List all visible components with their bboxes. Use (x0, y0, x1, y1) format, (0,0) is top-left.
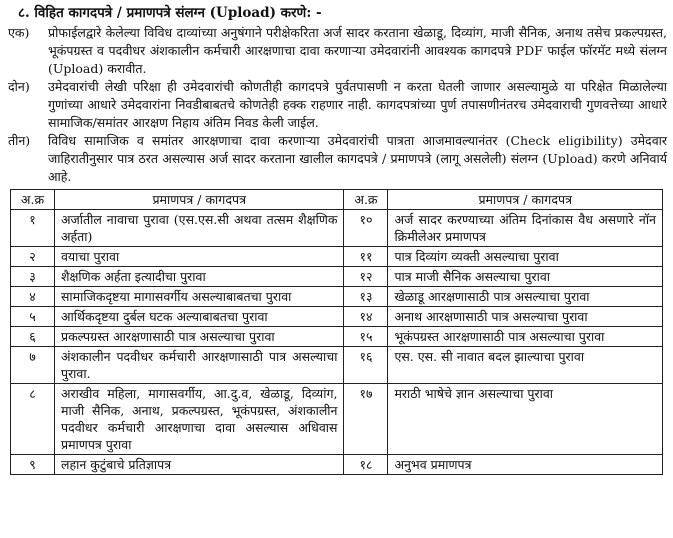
paragraph-text: उमेदवारांची लेखी परिक्षा ही उमेदवारांची कोणतीही कागदपत्रे पुर्वतपासणी न करता घेतली जाणार असल्यामुळे या परिक्षेत मिळालेल्या गुणांच्या आधारे उमेदवारांना निवडीबाबतचे कोणतेही हक्क राहणार नाही. कागदपत्रांच्या पुर्ण तपासणीनंतरच उमेदवाराची गुणवत्तेच्या आधारे सामाजिक/समांतर आरक्षण निहाय अंतिम निवड केली जाईल. (48, 79, 667, 130)
table-row (11, 384, 663, 455)
table-row (11, 455, 663, 475)
serial-cell: ४ (11, 287, 55, 307)
serial-cell: १२ (344, 267, 388, 287)
paragraph-text: विविध सामाजिक व समांतर आरक्षणाचा दावा करणाऱ्या उमेदवारांची पात्रता आजमावल्यानंतर (Check eligibility) उमेदवार जाहिरातीनुसार पात्र ठरत असल्यास अर्ज सादर करताना खालील कागदपत्रे / प्रमाणपत्रे (लागू असलेली) संलग्न (Upload) करणे अनिवार्य आहे. (48, 133, 667, 184)
serial-cell: २ (11, 247, 55, 267)
paragraph-label: तीन) (8, 133, 31, 148)
instruction-paragraph (8, 132, 667, 186)
document-cell: अंशकालीन पदवीधर कर्मचारी आरक्षणासाठी पात्र असल्याचा पुरावा. (54, 347, 344, 384)
document-cell: अनुभव प्रमाणपत्र (388, 455, 663, 475)
section-heading: ८. विहित कागदपत्रे / प्रमाणपत्रे संलग्न (Upload) करणे: - (18, 5, 322, 21)
document-cell: एस. एस. सी नावात बदल झाल्याचा पुरावा (388, 347, 663, 384)
col-header-serial-1: अ.क्र (11, 190, 55, 210)
serial-cell: ७ (11, 347, 55, 384)
serial-cell: १८ (344, 455, 388, 475)
instruction-paragraph (8, 78, 667, 132)
serial-cell: ९ (11, 455, 55, 475)
serial-cell: १० (344, 210, 388, 247)
document-cell: भूकंपग्रस्त आरक्षणासाठी पात्र असल्याचा पुरावा (388, 327, 663, 347)
serial-cell: १७ (344, 384, 388, 455)
document-cell: पात्र माजी सैनिक असल्याचा पुरावा (388, 267, 663, 287)
table-row (11, 267, 663, 287)
document-cell: मराठी भाषेचे ज्ञान असल्याचा पुरावा (388, 384, 663, 455)
serial-cell: १४ (344, 307, 388, 327)
table-row (11, 287, 663, 307)
serial-cell: १३ (344, 287, 388, 307)
document-cell: वयाचा पुरावा (54, 247, 344, 267)
serial-cell: ५ (11, 307, 55, 327)
serial-cell: ८ (11, 384, 55, 455)
table-row (11, 307, 663, 327)
document-cell: पात्र दिव्यांग व्यक्ती असल्याचा पुरावा (388, 247, 663, 267)
document-cell: अनाथ आरक्षणासाठी पात्र असल्याचा पुरावा (388, 307, 663, 327)
document-cell: आर्थिकदृष्टया दुर्बल घटक अल्याबाबतचा पुरावा (54, 307, 344, 327)
document-cell: सामाजिकदृष्टया मागासवर्गीय असल्याबाबतचा पुरावा (54, 287, 344, 307)
document-cell: खेळाडू आरक्षणासाठी पात्र असल्याचा पुरावा (388, 287, 663, 307)
document-cell: अराखीव महिला, मागासवर्गीय, आ.दु.व, खेळाडू, दिव्यांग, माजी सैनिक, अनाथ, प्रकल्पग्रस्त, भूकंपग्रस्त, अंशकालीन पदवीधर कर्मचारी आरक्षणाचा दावा असल्यास अधिवास प्रमाणपत्र पुरावा (54, 384, 344, 455)
document-cell: अर्जातील नावाचा पुरावा (एस.एस.सी अथवा तत्सम शैक्षणिक अर्हता) (54, 210, 344, 247)
table-row (11, 210, 663, 247)
serial-cell: १६ (344, 347, 388, 384)
serial-cell: १ (11, 210, 55, 247)
table-row (11, 247, 663, 267)
paragraph-label: एक) (8, 25, 30, 40)
document-cell: प्रकल्पग्रस्त आरक्षणासाठी पात्र असल्याचा पुरावा (54, 327, 344, 347)
paragraph-label: दोन) (8, 79, 30, 94)
table-row (11, 347, 663, 384)
col-header-document-1: प्रमाणपत्र / कागदपत्र (54, 190, 344, 210)
col-header-document-2: प्रमाणपत्र / कागदपत्र (388, 190, 663, 210)
document-cell: शैक्षणिक अर्हता इत्यादीचा पुरावा (54, 267, 344, 287)
serial-cell: ६ (11, 327, 55, 347)
paragraph-text: प्रोफाईलद्वारे केलेल्या विविध दाव्यांच्या अनुषंगाने परीक्षेकरिता अर्ज सादर करताना खेळाडू, दिव्यांग, माजी सैनिक, अनाथ तसेच प्रकल्पग्रस्त, भूकंपग्रस्त व पदवीधर अंशकालीन कर्मचारी आरक्षणाचा दावा करणाऱ्या उमेदवारांनी आवश्यक कागदपत्रे PDF फाईल फॉरमॅट मध्ये संलग्न (Upload) करावीत. (48, 25, 667, 76)
serial-cell: ३ (11, 267, 55, 287)
instruction-paragraph (8, 24, 667, 78)
paragraph-list (8, 24, 667, 186)
document-cell: लहान कुटुंबाचे प्रतिज्ञापत्र (54, 455, 344, 475)
table-row (11, 327, 663, 347)
table-header-row (11, 190, 663, 210)
documents-table (10, 189, 663, 475)
document-cell: अर्ज सादर करण्याच्या अंतिम दिनांकास वैध असणारे नॉन क्रिमीलेअर प्रमाणपत्र (388, 210, 663, 247)
serial-cell: १५ (344, 327, 388, 347)
col-header-serial-2: अ.क्र (344, 190, 388, 210)
serial-cell: ११ (344, 247, 388, 267)
